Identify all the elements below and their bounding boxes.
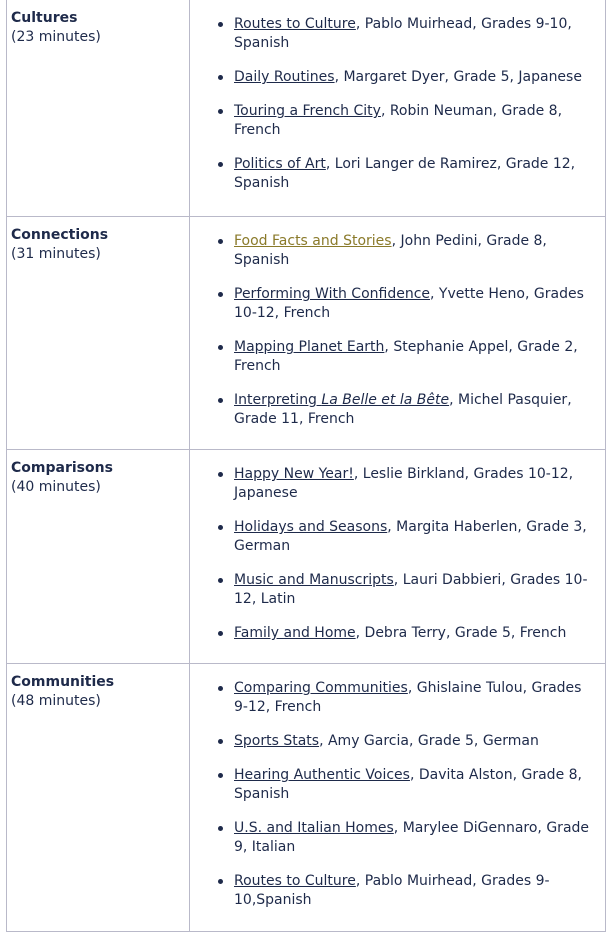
category-name: Cultures	[11, 10, 78, 26]
lesson-details: , Ghislaine Tulou, Grades 9-12, French	[234, 680, 582, 715]
table-row-comparisons	[6, 450, 606, 664]
standards-table	[6, 0, 606, 932]
list-item	[234, 518, 599, 556]
list-item	[234, 232, 599, 270]
list-item	[234, 732, 599, 751]
lesson-details: , Marylee DiGennaro, Grade 9, Italian	[234, 820, 590, 855]
lesson-link[interactable]: Happy New Year!	[234, 466, 354, 482]
lesson-link[interactable]: Food Facts and Stories	[234, 233, 392, 249]
lesson-list	[190, 232, 599, 429]
category-minutes: (23 minutes)	[11, 29, 101, 45]
lesson-link[interactable]: Comparing Communities	[234, 680, 408, 696]
category-minutes: (31 minutes)	[11, 246, 101, 262]
lesson-link[interactable]: Politics of Art	[234, 156, 326, 172]
list-item	[234, 338, 599, 376]
lesson-link[interactable]: Routes to Culture	[234, 16, 356, 32]
list-item	[234, 15, 599, 53]
lesson-list-cell	[190, 450, 605, 663]
category-cell	[7, 450, 190, 663]
category-cell	[7, 217, 190, 449]
lesson-details: , Pablo Muirhead, Grades 9-10,Spanish	[234, 873, 550, 908]
lesson-details: , Lauri Dabbieri, Grades 10-12, Latin	[234, 572, 588, 607]
lesson-list-cell	[190, 664, 605, 931]
lesson-link[interactable]: Performing With Confidence	[234, 286, 431, 302]
lesson-details: , Pablo Muirhead, Grades 9-10, Spanish	[234, 16, 572, 51]
category-cell	[7, 0, 190, 216]
list-item	[234, 679, 599, 717]
table-row-cultures	[6, 0, 606, 217]
lesson-list-cell	[190, 0, 605, 216]
lesson-details: , Stephanie Appel, Grade 2, French	[234, 339, 578, 374]
lesson-link[interactable]: Music and Manuscripts	[234, 572, 394, 588]
lesson-details: , Yvette Heno, Grades 10-12, French	[234, 286, 584, 321]
lesson-details: , Margaret Dyer, Grade 5, Japanese	[334, 69, 582, 85]
lesson-link[interactable]: Touring a French City	[234, 103, 381, 119]
lesson-link[interactable]: Routes to Culture	[234, 873, 356, 889]
lesson-link[interactable]: Holidays and Seasons	[234, 519, 388, 535]
lesson-link-prefix: Interpreting	[234, 392, 322, 408]
category-name: Communities	[11, 674, 115, 690]
list-item	[234, 391, 599, 429]
list-item	[234, 766, 599, 804]
lesson-details: , Amy Garcia, Grade 5, German	[319, 733, 539, 749]
lesson-list	[190, 15, 599, 193]
lesson-details: , Debra Terry, Grade 5, French	[355, 625, 567, 641]
lesson-link[interactable]: Sports Stats	[234, 733, 320, 749]
lesson-details: , Davita Alston, Grade 8, Spanish	[234, 767, 582, 802]
category-name: Connections	[11, 227, 109, 243]
lesson-link-italic-title: La Belle et la Bête	[321, 392, 450, 408]
list-item	[234, 872, 599, 910]
list-item	[234, 819, 599, 857]
lesson-details: , Michel Pasquier, Grade 11, French	[234, 392, 572, 427]
category-minutes: (48 minutes)	[11, 693, 101, 709]
lesson-link[interactable]	[234, 392, 449, 408]
lesson-details: , Robin Neuman, Grade 8, French	[234, 103, 563, 138]
table-row-communities	[6, 664, 606, 932]
list-item	[234, 571, 599, 609]
lesson-list	[190, 679, 599, 910]
lesson-details: , Lori Langer de Ramirez, Grade 12, Spanish	[234, 156, 576, 191]
lesson-details: , John Pedini, Grade 8, Spanish	[234, 233, 547, 268]
category-cell	[7, 664, 190, 931]
category-minutes: (40 minutes)	[11, 479, 101, 495]
list-item	[234, 155, 599, 193]
lesson-link[interactable]: Hearing Authentic Voices	[234, 767, 410, 783]
list-item	[234, 285, 599, 323]
list-item	[234, 624, 599, 643]
lesson-list	[190, 465, 599, 643]
lesson-link[interactable]: U.S. and Italian Homes	[234, 820, 394, 836]
table-row-connections	[6, 217, 606, 450]
list-item	[234, 68, 599, 87]
lesson-link[interactable]: Family and Home	[234, 625, 356, 641]
lesson-link[interactable]: Mapping Planet Earth	[234, 339, 385, 355]
lesson-list-cell	[190, 217, 605, 449]
list-item	[234, 465, 599, 503]
list-item	[234, 102, 599, 140]
lesson-details: , Leslie Birkland, Grades 10-12, Japanese	[234, 466, 574, 501]
category-name: Comparisons	[11, 460, 113, 476]
lesson-link[interactable]: Daily Routines	[234, 69, 335, 85]
lesson-details: , Margita Haberlen, Grade 3, German	[234, 519, 587, 554]
